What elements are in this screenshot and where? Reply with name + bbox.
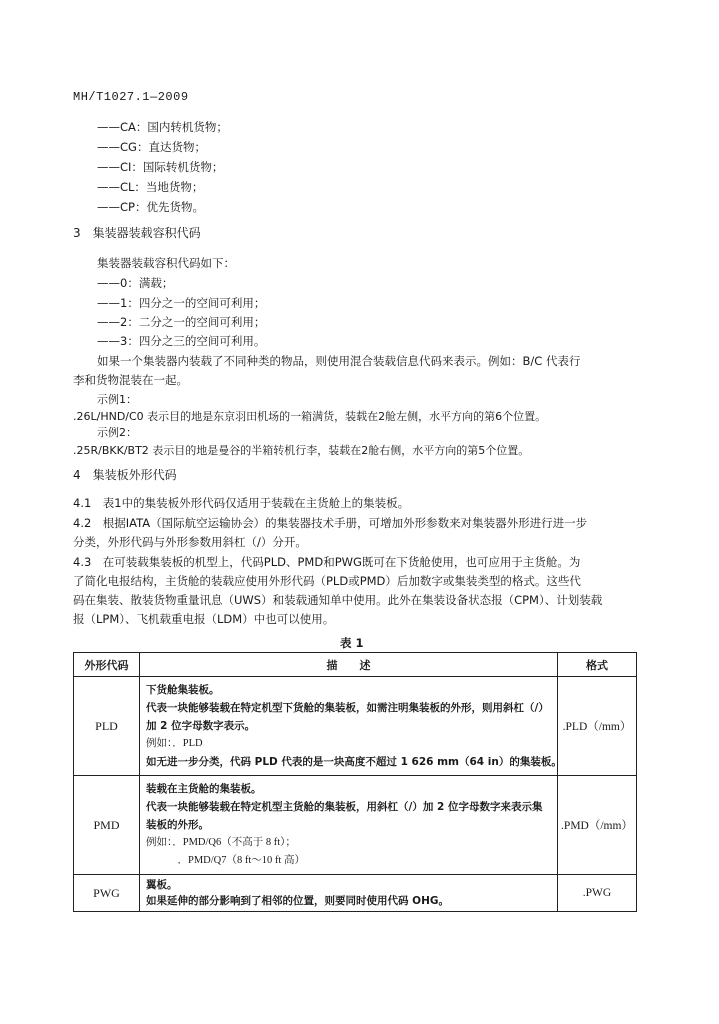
list-item: ——3：四分之三的空间可利用。 [97, 334, 266, 348]
section-3-heading: 3 集装器装载容积代码 [73, 226, 201, 240]
description-line: 例如：．PLD [146, 738, 203, 749]
mixed-load-paragraph: 如果一个集装器内装载了不同种类的物品，则使用混合装载信息代码来表示。例如：B/C 代表行 [97, 354, 581, 368]
list-item: ——CL：当地货物； [97, 180, 204, 194]
section-4-heading: 4 集装板外形代码 [73, 468, 177, 482]
example-1-text: .26L/HND/C0 表示目的地是东京羽田机场的一箱满货，装载在2舱左侧，水平方向的第6个位置。 [73, 410, 547, 423]
description-line: 如果延伸的部分影响到了相邻的位置，则要同时使用代码 OHG。 [146, 895, 449, 907]
clause-4-1: 4.1 表1中的集装板外形代码仅适用于装载在主货舱上的集装板。 [73, 496, 410, 510]
list-item: ——CP：优先货物。 [97, 200, 204, 214]
row-format: .PWG [558, 875, 637, 912]
description-line: 下货舱集装板。 [146, 684, 220, 696]
clause-4-2: 4.2 根据IATA（国际航空运输协会）的集装器技术手册，可增加外形参数来对集装器外形进行进一步 [73, 516, 588, 530]
header-description: 描 述 [140, 653, 558, 677]
description-line: 代表一块能够装载在特定机型主货舱的集装板，用斜杠（/）加 2 位字母数字来表示集 [146, 801, 543, 813]
description-line: 代表一块能够装载在特定机型下货舱的集装板，如需注明集装板的外形，则用斜杠（/） [146, 702, 549, 714]
clause-4-3-cont-2: 码在集装、散装货物重量讯息（UWS）和装载通知单中使用。此外在集装设备状态报（CPM）、计划装载 [73, 593, 603, 607]
description-line: 装载在主货舱的集装板。 [146, 783, 262, 795]
row-description [140, 776, 558, 875]
list-item: ——0：满载； [97, 276, 174, 290]
row-format: .PMD（/mm） [558, 776, 637, 875]
header-format: 格式 [558, 653, 637, 677]
list-item: ——CI：国际转机货物； [97, 160, 224, 174]
clause-4-2-cont: 分类，外形代码与外形参数用斜杠（/）分开。 [73, 535, 307, 549]
description-line: 如无进一步分类，代码 PLD 代表的是一块高度不超过 1 626 mm（64 in）的集装板。 [146, 756, 562, 768]
contour-code-table [73, 652, 637, 912]
table-row [74, 677, 637, 776]
clause-4-3-cont-3: 报（LPM）、飞机载重电报（LDM）中也可以使用。 [73, 612, 335, 626]
description-line: ．PMD/Q7（8 ft～10 ft 高） [146, 855, 305, 866]
row-description [140, 875, 558, 912]
row-format: .PLD（/mm） [558, 677, 637, 776]
list-item: ——1：四分之一的空间可利用； [97, 296, 266, 310]
example-2-label: 示例2： [97, 426, 137, 439]
description-line: 翼板。 [146, 879, 178, 891]
list-item: ——2：二分之一的空间可利用； [97, 315, 266, 329]
row-code: PMD [74, 776, 140, 875]
description-line: 装板的外形。 [146, 819, 209, 831]
row-code: PWG [74, 875, 140, 912]
list-item: ——CG：直达货物； [97, 140, 206, 154]
header-code: 外形代码 [74, 653, 140, 677]
mixed-load-paragraph-cont: 李和货物混装在一起。 [73, 373, 188, 387]
clause-4-3-cont-1: 了简化电报结构，主货舱的装载应使用外形代码（PLD或PMD）后加数字或集装类型的格式。这些代 [73, 574, 581, 588]
row-description [140, 677, 562, 776]
table-row [74, 875, 637, 912]
example-1-label: 示例1： [97, 393, 137, 406]
table-caption: 表 1 [340, 636, 364, 650]
example-2-text: .25R/BKK/BT2 表示目的地是曼谷的半箱转机行李，装载在2舱右侧，水平方向的第5个位置。 [73, 444, 530, 457]
description-line: 加 2 位字母数字表示。 [146, 720, 256, 732]
list-item: ——CA：国内转机货物； [97, 120, 228, 134]
table-header-row [74, 653, 637, 677]
section-3-intro: 集装器装载容积代码如下： [97, 256, 235, 270]
document-code: MH/T1027.1—2009 [73, 90, 189, 104]
description-line: 例如：．PMD/Q6（不高于 8 ft）； [146, 837, 296, 848]
clause-4-3: 4.3 在可装载集装板的机型上，代码PLD、PMD和PWG既可在下货舱使用，也可应用于主货舱。为 [73, 555, 581, 569]
table-row [74, 776, 637, 875]
row-code: PLD [74, 677, 140, 776]
